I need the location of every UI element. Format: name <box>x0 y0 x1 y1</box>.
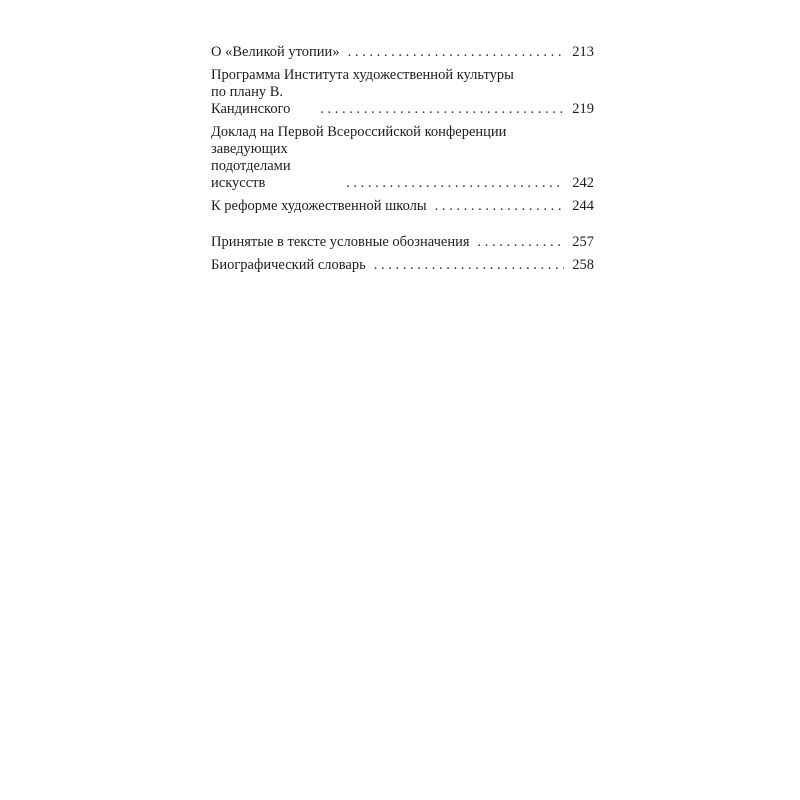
dot-leader <box>346 175 564 192</box>
toc-entry <box>211 124 594 192</box>
toc-entry-title: Биографический словарь <box>211 257 366 273</box>
toc-entry-page-number: 213 <box>572 44 594 60</box>
toc-entry <box>211 234 594 251</box>
toc-entry-title-line: заведующих подотделами искусств <box>211 141 291 191</box>
dot-leader <box>435 198 564 215</box>
toc-entry <box>211 44 594 61</box>
dot-leader <box>348 44 564 61</box>
toc-entry-page-number: 258 <box>572 257 594 273</box>
toc-entry <box>211 257 594 274</box>
toc-entry-page-number: 242 <box>572 175 594 191</box>
toc-entry-title: К реформе художественной школы <box>211 198 427 214</box>
toc-entry <box>211 67 594 118</box>
toc-entry-title-line: Доклад на Первой Всероссийской конференции <box>211 124 507 140</box>
dot-leader <box>478 234 564 251</box>
table-of-contents <box>211 44 594 274</box>
toc-entry-page-number: 244 <box>572 198 594 214</box>
dot-leader <box>374 257 564 274</box>
toc-entry-page-number: 219 <box>572 101 594 117</box>
toc-entry-title-line: Программа Института художественной культуры <box>211 67 514 83</box>
toc-entry-title: О «Великой утопии» <box>211 44 340 60</box>
dot-leader <box>320 101 564 118</box>
toc-entry <box>211 198 594 215</box>
toc-entry-title: Принятые в тексте условные обозначения <box>211 234 470 250</box>
toc-entry-title-line: по плану В. Кандинского <box>211 84 291 117</box>
toc-entry-page-number: 257 <box>572 234 594 250</box>
